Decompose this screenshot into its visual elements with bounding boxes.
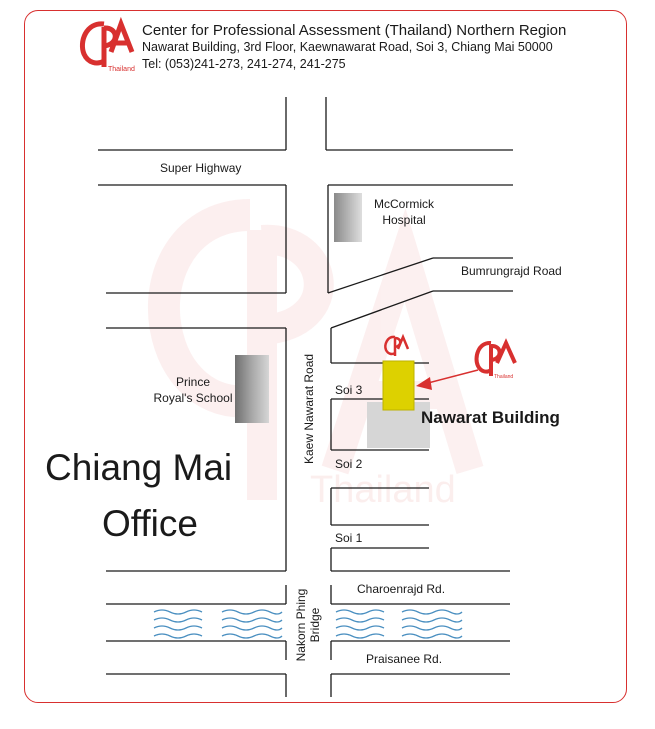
nakorn-phing-label: Nakorn Phing <box>294 588 308 662</box>
org-name: Center for Professional Assessment (Thailand) Northern Region <box>142 22 567 39</box>
soi-3-label: Soi 3 <box>335 383 363 397</box>
nawarat-building-block <box>383 361 414 410</box>
mccormick-label-line2: Hospital <box>382 213 426 227</box>
prince-label-line2: Royal's School <box>153 391 233 405</box>
cpa-logo <box>82 24 132 67</box>
praisanee-road-label: Praisanee Rd. <box>366 652 443 666</box>
charoenrajd-road-label: Charoenrajd Rd. <box>357 582 446 596</box>
nawarat-building-label: Nawarat Building <box>421 408 560 427</box>
mccormick-hospital-block <box>334 193 362 242</box>
prince-royals-school-block <box>235 355 269 423</box>
office-title-line2: Office <box>102 503 198 544</box>
mccormick-label-line1: McCormick <box>374 197 434 211</box>
super-highway-label: Super Highway <box>160 161 242 175</box>
pointer-logo-thailand-text: Thailand <box>494 374 514 380</box>
org-address: Nawarat Building, 3rd Floor, Kaewnawarat Road, Soi 3, Chiang Mai 50000 <box>142 40 553 54</box>
prince-label-line1: Prince <box>175 375 210 389</box>
pointer-cpa-logo <box>477 343 515 376</box>
bumrungrajd-road-label: Bumrungrajd Road <box>461 264 562 278</box>
org-telephone: Tel: (053)241-273, 241-274, 241-275 <box>142 57 346 71</box>
watermark-thailand: Thailand <box>310 469 456 511</box>
office-title-line1: Chiang Mai <box>45 447 233 488</box>
logo-thailand-text: Thailand <box>108 66 135 73</box>
soi-2-label: Soi 2 <box>335 457 363 471</box>
bridge-label: Bridge <box>308 607 322 643</box>
kaew-nawarat-road-label: Kaew Nawarat Road <box>302 353 316 464</box>
soi-1-label: Soi 1 <box>335 531 363 545</box>
